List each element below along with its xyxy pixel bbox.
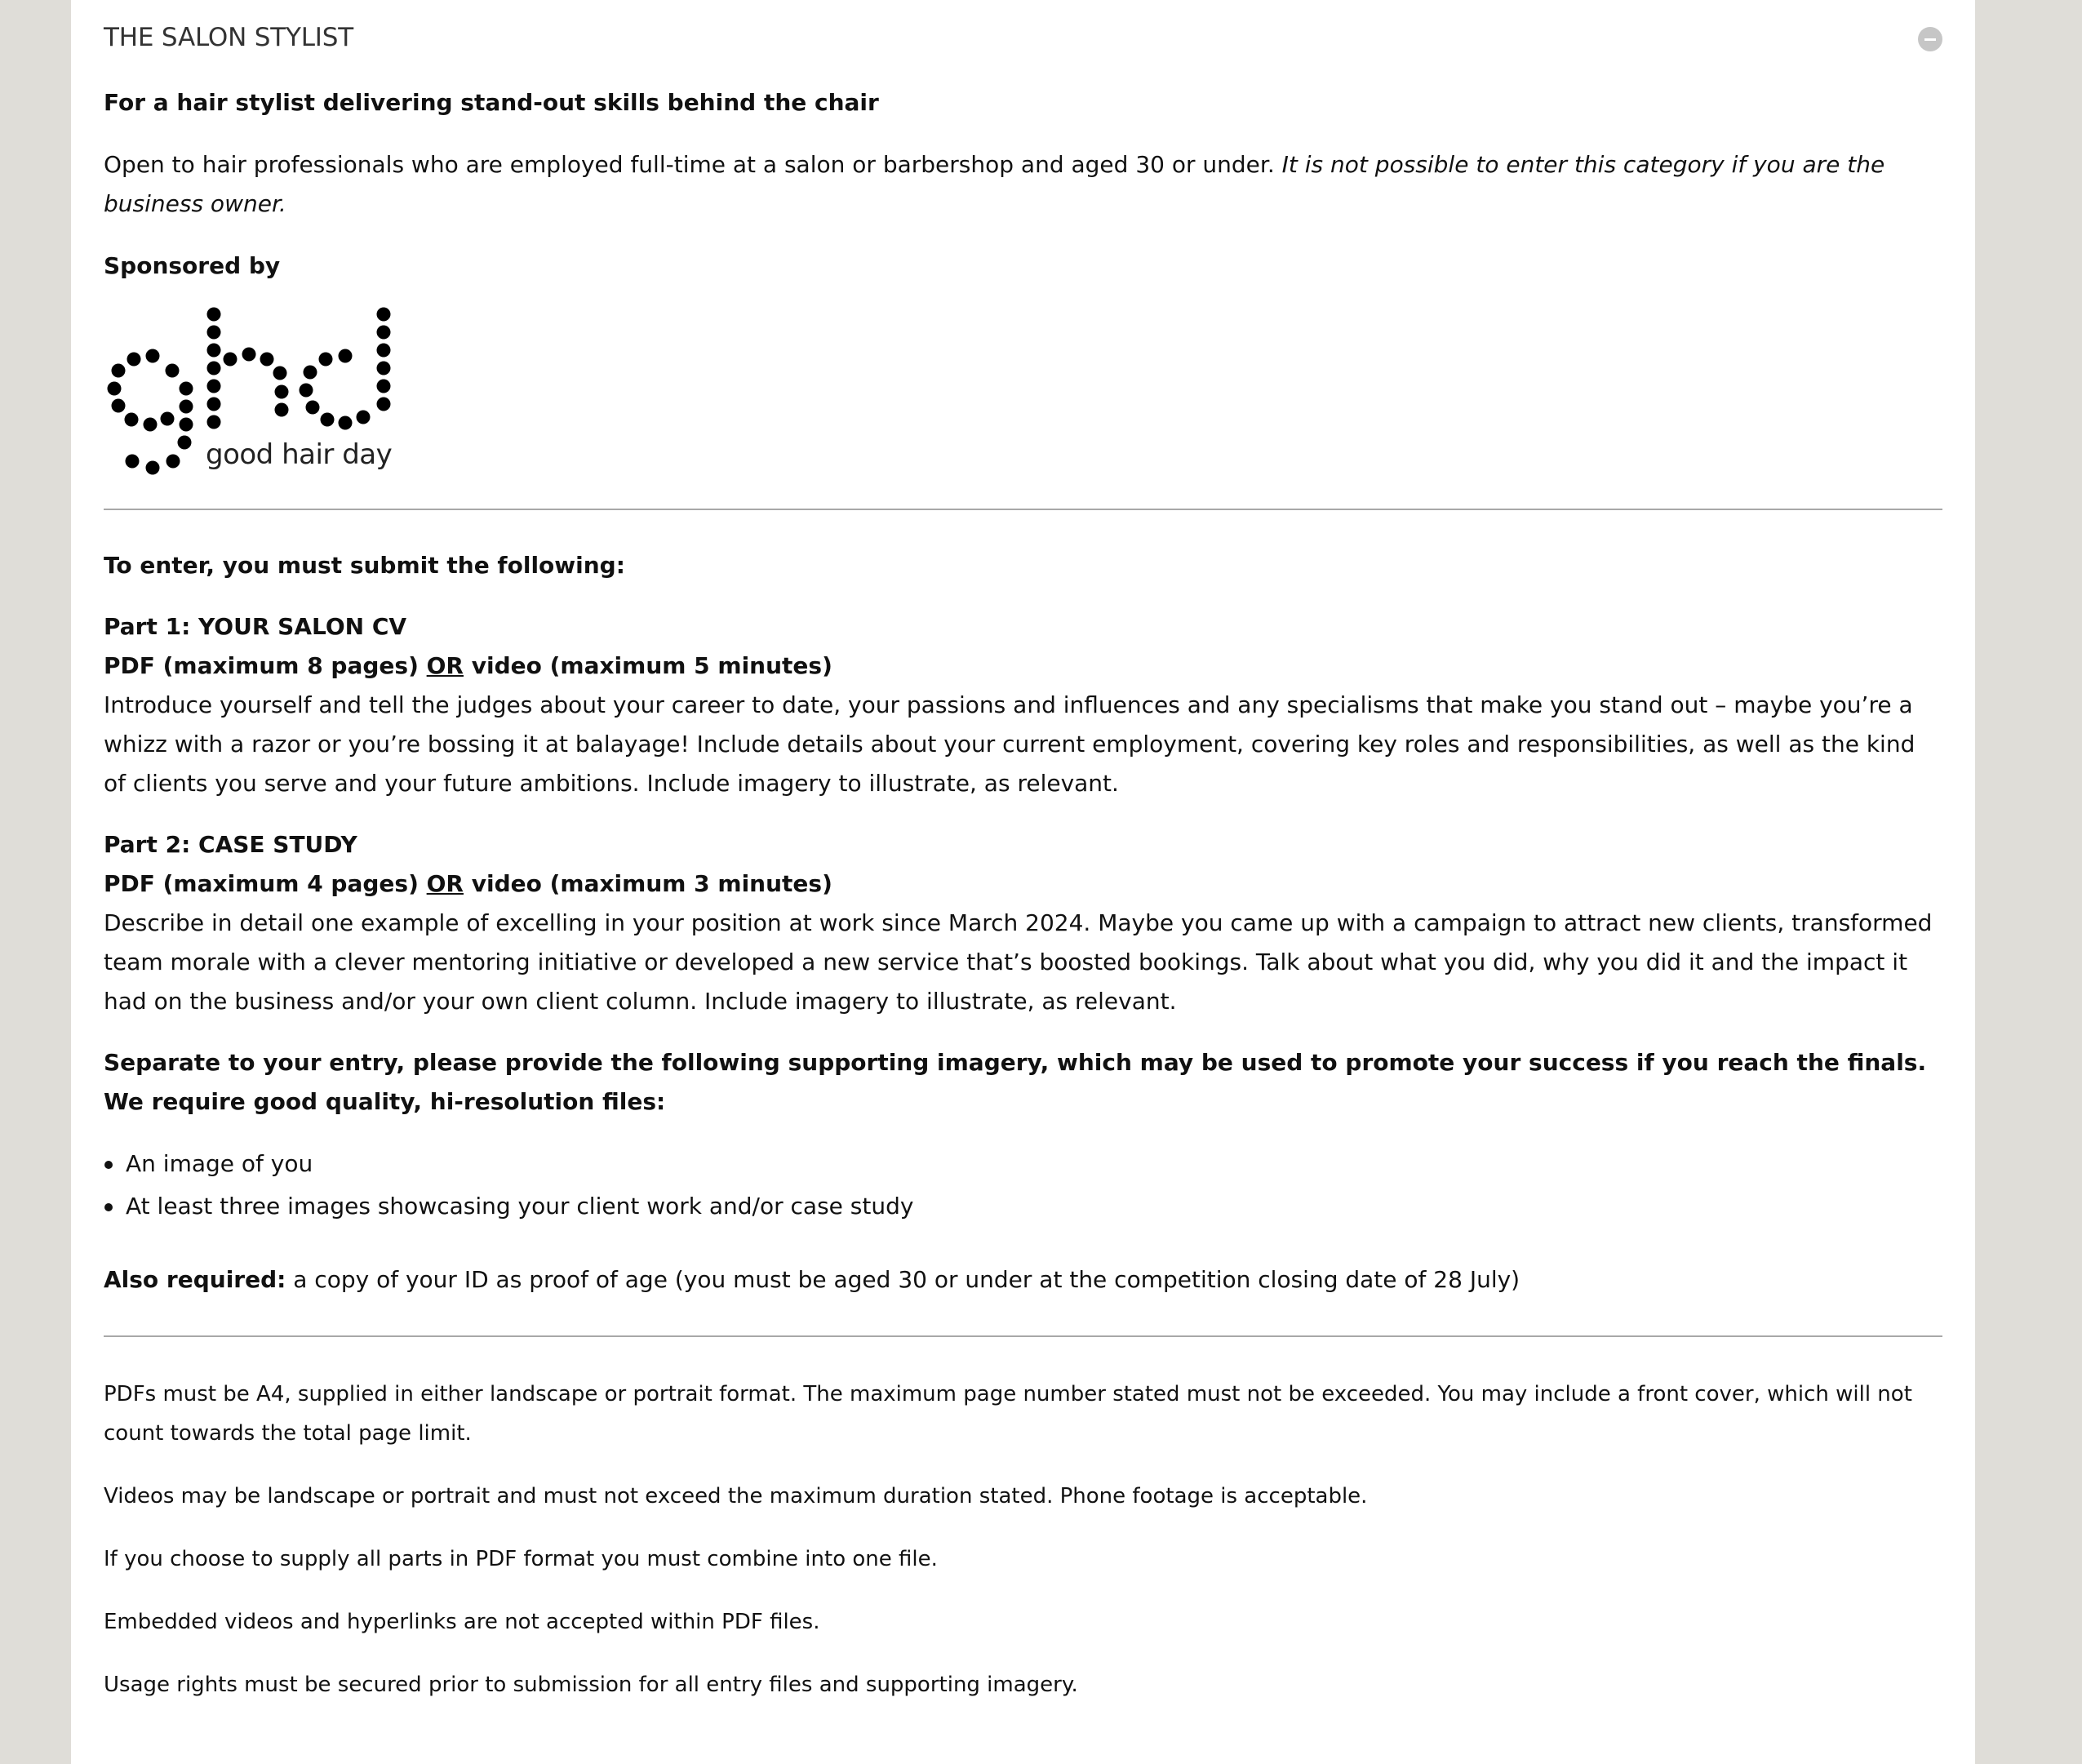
category-tagline: For a hair stylist delivering stand-out skills behind the chair [104,89,879,116]
format-video: video (maximum 3 minutes) [471,870,832,897]
logo-wordmark: good hair day [206,438,393,471]
part-format [104,647,1942,686]
note-combine-pdf: If you choose to supply all parts in PDF format you must combine into one file. [104,1547,938,1571]
divider [104,1335,1942,1337]
eligibility-paragraph [104,145,1942,224]
requirements-heading: To enter, you must submit the following: [104,552,625,579]
format-or: OR [426,652,464,679]
minus-circle-icon[interactable] [1918,27,1942,51]
also-required-label: Also required: [104,1266,286,1293]
note-pdf-format: PDFs must be A4, supplied in either landscape or portrait format. The maximum page number stated must not be exceeded. You may include a front cover, which will not count towards the total page limit. [104,1382,1912,1446]
sponsor-label: Sponsored by [104,252,281,279]
part-description: Introduce yourself and tell the judges about your career to date, your passions and influences and any specialisms that make you stand out – maybe you’re a whizz with a razor or you’re bossing it at balayage! Include details about your current employment, covering key roles and responsibilities, as well as the kind of clients you serve and your future ambitions. Include imagery to illustrate, as relevant. [104,691,1916,797]
list-item: At least three images showcasing your client work and/or case study [104,1185,1942,1228]
part-1 [104,607,1942,803]
format-pdf: PDF (maximum 4 pages) [104,870,419,897]
category-content [104,0,1942,1704]
part-description: Describe in detail one example of excelling in your position at work since March 2024. Maybe you came up with a campaign to attract new clients, transformed team morale with a clever mentoring initiative or developed a new service that’s boosted bookings. Talk about what you did, why you did it and the impact it had on the business and/or your own client column. Include imagery to illustrate, as relevant. [104,909,1933,1015]
eligibility-text: Open to hair professionals who are employed full-time at a salon or barbershop and aged 30 or under. [104,151,1275,178]
part-format [104,864,1942,904]
format-pdf: PDF (maximum 8 pages) [104,652,419,679]
category-panel [71,0,1975,1764]
divider [104,509,1942,510]
format-or: OR [426,870,464,897]
part-2 [104,825,1942,1021]
eligibility-note: It is not possible to enter this category if you are the business owner. [104,151,1885,217]
imagery-heading: Separate to your entry, please provide the following supporting imagery, which may be used to promote your success if you reach the finals. We require good quality, hi-resolution files: [104,1049,1927,1115]
list-item: An image of you [104,1143,1942,1185]
part-title: Part 1: YOUR SALON CV [104,613,407,640]
format-video: video (maximum 5 minutes) [471,652,832,679]
also-required-text: a copy of your ID as proof of age (you must be aged 30 or under at the competition closing date of 28 July) [293,1266,1520,1293]
category-header[interactable] [104,0,1942,77]
imagery-list [104,1143,1942,1228]
notes [104,1375,1942,1704]
note-embedded: Embedded videos and hyperlinks are not accepted within PDF files. [104,1610,820,1634]
part-title: Part 2: CASE STUDY [104,831,357,858]
note-video-format: Videos may be landscape or portrait and must not exceed the maximum duration stated. Phone footage is acceptable. [104,1484,1368,1509]
also-required [104,1260,1942,1300]
ghd-logo [104,300,397,476]
note-usage-rights: Usage rights must be secured prior to submission for all entry files and supporting imagery. [104,1673,1078,1697]
category-title: THE SALON STYLIST [104,23,353,52]
